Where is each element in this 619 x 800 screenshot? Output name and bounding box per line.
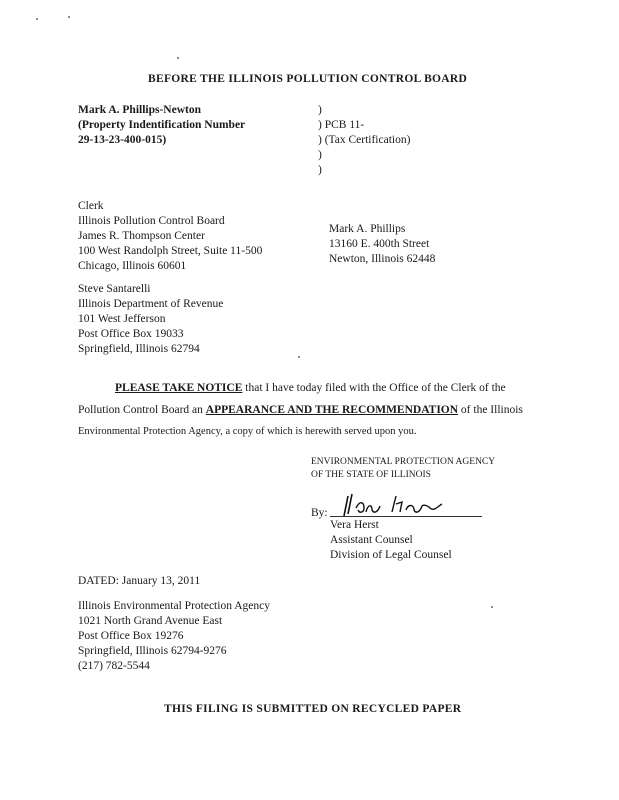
clerk-address	[78, 199, 262, 274]
case-party-block	[78, 103, 245, 148]
address-line: Illinois Environmental Protection Agency	[78, 600, 270, 612]
caption-line: ) (Tax Certification)	[318, 134, 411, 146]
party-line: (Property Indentification Number	[78, 119, 246, 131]
notice-text: that I have today filed with the Office of the Clerk of the	[242, 382, 506, 394]
address-line: Clerk	[78, 200, 104, 212]
scan-speck	[177, 57, 179, 59]
caption-line: )	[318, 164, 322, 176]
scan-speck	[68, 16, 70, 18]
recycled-paper-footer: THIS FILING IS SUBMITTED ON RECYCLED PAPER	[164, 703, 462, 715]
by-label: By:	[311, 507, 328, 519]
party-line: Mark A. Phillips-Newton	[78, 104, 201, 116]
address-line: Chicago, Illinois 60601	[78, 260, 187, 272]
notice-text: Pollution Control Board an	[78, 404, 206, 416]
address-line: Springfield, Illinois 62794-9276	[78, 645, 227, 657]
scan-speck	[36, 18, 38, 20]
agency-name-block	[311, 456, 495, 482]
agency-line: OF THE STATE OF ILLINOIS	[311, 470, 431, 480]
address-line: Post Office Box 19033	[78, 328, 184, 340]
signer-block	[330, 518, 452, 563]
address-line: James R. Thompson Center	[78, 230, 205, 242]
caption-line: )	[318, 149, 322, 161]
address-line: Illinois Department of Revenue	[78, 298, 224, 310]
signer-line: Vera Herst	[330, 519, 379, 531]
dated-line: DATED: January 13, 2011	[78, 575, 201, 587]
agency-line: ENVIRONMENTAL PROTECTION AGENCY	[311, 457, 496, 467]
return-address	[78, 599, 270, 674]
scan-speck	[298, 356, 300, 358]
address-line: 1021 North Grand Avenue East	[78, 615, 223, 627]
address-line: 101 West Jefferson	[78, 313, 166, 325]
caption-line: )	[318, 104, 322, 116]
case-number-block	[318, 103, 410, 178]
signer-line: Assistant Counsel	[330, 534, 413, 546]
address-line: Illinois Pollution Control Board	[78, 215, 225, 227]
notice-line-1	[115, 381, 506, 396]
notice-lead: PLEASE TAKE NOTICE	[115, 382, 243, 394]
notice-line-3	[78, 424, 416, 439]
address-line: Springfield, Illinois 62794	[78, 343, 200, 355]
notice-line-2	[78, 403, 523, 418]
signer-line: Division of Legal Counsel	[330, 549, 452, 561]
signature-line	[330, 516, 482, 517]
address-line: Newton, Illinois 62448	[329, 253, 436, 265]
notice-text: Environmental Protection Agency, a copy of which is herewith served upon you.	[78, 426, 417, 437]
address-line: Post Office Box 19276	[78, 630, 184, 642]
address-line: Mark A. Phillips	[329, 223, 406, 235]
scan-speck	[491, 606, 493, 608]
address-line: Steve Santarelli	[78, 283, 151, 295]
party-line: 29-13-23-400-015)	[78, 134, 167, 146]
notice-document-title: APPEARANCE AND THE RECOMMENDATION	[205, 404, 459, 416]
caption-line: ) PCB 11-	[318, 119, 365, 131]
notice-text: of the Illinois	[458, 404, 523, 416]
page-title: BEFORE THE ILLINOIS POLLUTION CONTROL BOARD	[148, 73, 468, 85]
santarelli-address	[78, 282, 223, 357]
phillips-address	[329, 222, 435, 267]
address-line: 100 West Randolph Street, Suite 11-500	[78, 245, 263, 257]
address-line: (217) 782-5544	[78, 660, 150, 672]
address-line: 13160 E. 400th Street	[329, 238, 430, 250]
